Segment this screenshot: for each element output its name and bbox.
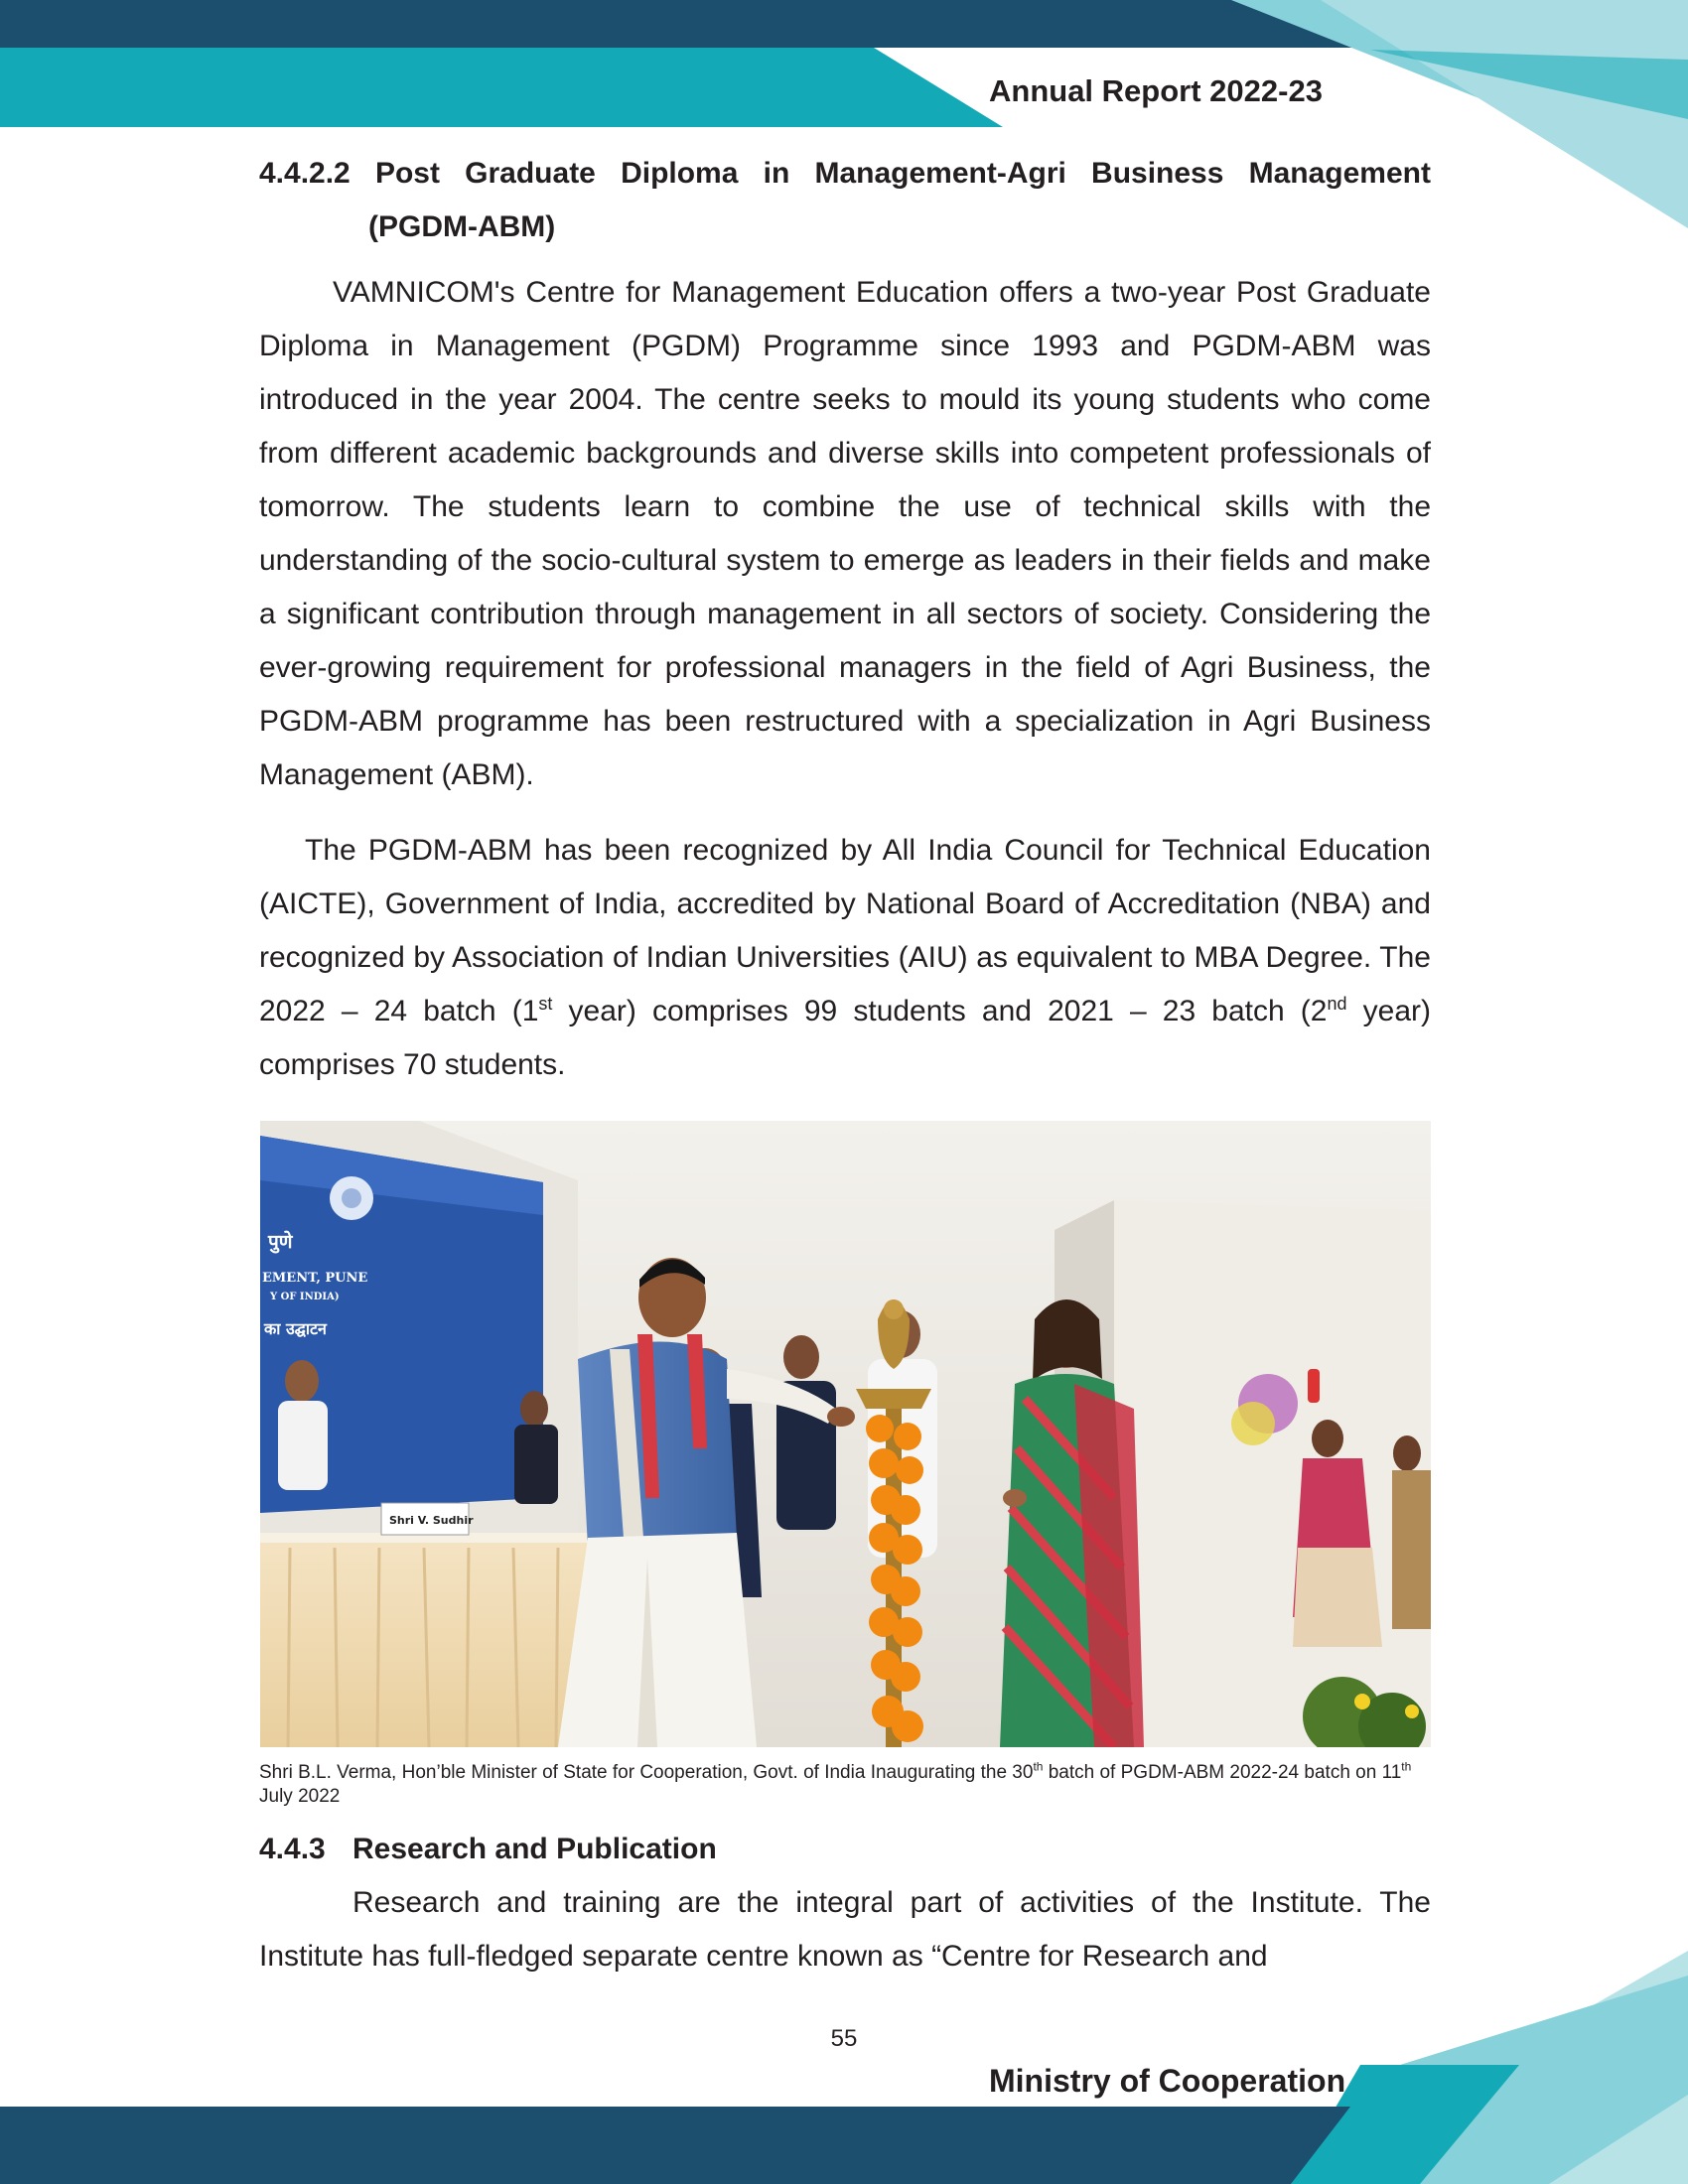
- inauguration-photo: [260, 1121, 1431, 1747]
- photo-caption: [259, 1761, 1431, 1809]
- minister-vest: [578, 1342, 737, 1549]
- caption-sup-1: th: [1033, 1759, 1044, 1774]
- para2-sup-nd: nd: [1327, 994, 1347, 1014]
- pgdm-paragraph-1: VAMNICOM's Centre for Management Education offers a two-year Post Graduate Diploma in Management (PGDM) Programme since 1993 and PGDM-ABM was introduced in the year 2004. The centre seeks to mould its young students who come from different academic backgrounds and diverse skills into competent professionals of tomorrow. The students learn to combine the use of technical skills with the understanding of the socio-cultural system to emerge as leaders in their fields and make a significant contribution through management in all sectors of society. Considering the ever-growing requirement for professional managers in the field of Agri Business, the PGDM-ABM programme has been restructured with a specialization in Agri Business Management (ABM).: [259, 276, 1431, 791]
- para2-text-a: The PGDM-ABM has been recognized by All India Council for Technical Education (AICTE), Government of India, accredited by National Board of Accreditation (NBA) and recognized by Association of Indian Universities (AIU) as equivalent to MBA Degree. The 2022 – 24 batch (1: [259, 834, 1431, 1027]
- caption-text-c: July 2022: [259, 1786, 341, 1807]
- lamp-bowl: [856, 1389, 931, 1409]
- research-section-number: 4.4.3: [259, 1833, 326, 1865]
- section-heading-research: [259, 1833, 717, 1866]
- section-title-line2: (PGDM-ABM): [368, 210, 556, 243]
- research-paragraph: Research and training are the integral part of activities of the Institute. The Institute has full-fledged separate centre known as “Centre for Research and: [259, 1886, 1431, 1973]
- name-plate-text: Shri V. Sudhir: [389, 1514, 474, 1527]
- banner-text-4: का उद्घाटन: [264, 1319, 327, 1338]
- section-number: 4.4.2.2: [259, 157, 351, 190]
- footer-decoration: [0, 1946, 1688, 2184]
- header-teal-band: [0, 48, 1003, 127]
- footer-navy-band: [0, 2107, 1350, 2184]
- caption-text-b: batch of PGDM-ABM 2022-24 batch on 11: [1043, 1762, 1402, 1783]
- minister-dhoti: [558, 1533, 757, 1747]
- research-section-title: Research and Publication: [352, 1833, 717, 1865]
- banner-text-2: EMENT, PUNE: [262, 1271, 368, 1286]
- para2-sup-st: st: [538, 994, 553, 1014]
- banner-text-3: Y OF INDIA): [270, 1292, 340, 1302]
- page-number: 55: [830, 2025, 858, 2052]
- photo-drawing: [260, 1121, 1431, 1747]
- para2-text-c: year) comprises 70 students.: [259, 995, 1431, 1081]
- pgdm-paragraph-2: [259, 824, 1431, 1092]
- report-title: Annual Report 2022-23: [989, 73, 1323, 108]
- caption-text-a: Shri B.L. Verma, Hon’ble Minister of State for Cooperation, Govt. of India Inaugurating the 30: [259, 1762, 1034, 1783]
- caption-sup-2: th: [1401, 1759, 1412, 1774]
- section-heading-pgdm: [259, 147, 1431, 254]
- section-title-line1: Post Graduate Diploma in Management-Agri Business Management: [374, 157, 1431, 190]
- banner-text-1: पुणे: [268, 1231, 293, 1253]
- para2-text-b: year) comprises 99 students and 2021 – 23 batch (2: [552, 995, 1328, 1027]
- ministry-name: Ministry of Cooperation: [989, 2063, 1346, 2099]
